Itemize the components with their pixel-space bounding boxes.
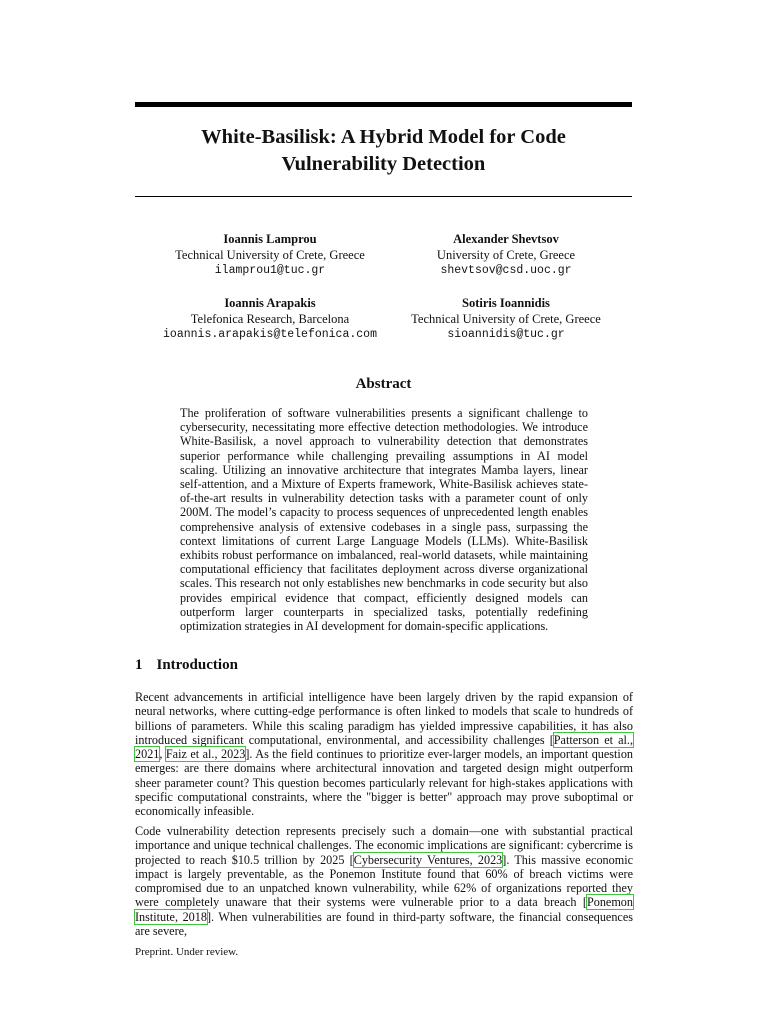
section-number: 1 — [135, 657, 143, 673]
paragraph-text: Recent advancements in artificial intelligence have been largely driven by the rapid expansion of neural networks, where cutting-edge performance is often linked to models that scale to hundreds of billions of parameters. While this scaling paradigm has yielded impressive capabilities, it has also introduced significant computational, environmental, and accessibility challenges [ — [135, 690, 633, 747]
intro-paragraph-1 — [135, 690, 633, 819]
author-block — [376, 232, 636, 279]
paragraph-text: ]. When vulnerabilities are found in third-party software, the financial consequences are severe, — [135, 909, 633, 939]
author-email[interactable]: shevtsov@csd.uoc.gr — [440, 264, 572, 277]
author-name: Ioannis Lamprou — [223, 232, 317, 246]
author-affiliation: Telefonica Research, Barcelona — [190, 311, 350, 326]
citation-link[interactable]: Patterson et al., 2021 — [135, 732, 633, 762]
author-block — [140, 232, 400, 279]
author-block — [140, 296, 400, 343]
citation-link[interactable]: Faiz et al., 2023 — [165, 747, 246, 762]
abstract-heading: Abstract — [355, 376, 412, 392]
title-line-1: White-Basilisk: A Hybrid Model for Code — [201, 126, 566, 148]
author-email[interactable]: sioannidis@tuc.gr — [447, 328, 565, 341]
citation-link[interactable]: Cybersecurity Ventures, 2023 — [353, 852, 503, 867]
paragraph-text: ]. As the field continues to prioritize ever-larger models, an important question emerges: are there domains where architectural innovation and targeted design might outperform sheer parameter count? This question becomes particularly relevant for high-stakes applications with specific computational constraints, where the "bigger is better" approach may prove suboptimal or economically infeasible. — [135, 747, 634, 819]
author-name: Alexander Shevtsov — [453, 232, 559, 246]
paper-title — [135, 124, 632, 178]
section-heading — [135, 657, 238, 674]
section-title: Introduction — [156, 657, 238, 673]
intro-paragraph-2 — [135, 824, 633, 938]
paragraph-text: Code vulnerability detection represents precisely such a domain—one with substantial practical importance and unique technical challenges. The economic implications are significant: cybercrime is projected to reach $10.5 trillion by 2025 [ — [135, 824, 633, 867]
author-affiliation: Technical University of Crete, Greece — [175, 247, 365, 262]
title-top-rule — [135, 102, 632, 107]
title-line-2: Vulnerability Detection — [281, 153, 486, 175]
author-affiliation: University of Crete, Greece — [436, 247, 576, 262]
author-affiliation: Technical University of Crete, Greece — [411, 311, 601, 326]
preprint-footer: Preprint. Under review. — [135, 946, 239, 958]
abstract-text: The proliferation of software vulnerabilities presents a significant challenge to cybersecurity, necessitating more effective detection methodologies. We introduce White-Basilisk, a novel approach to vulnerability detection that demonstrates superior performance while challenging prevailing assumptions in AI model scaling. Utilizing an innovative architecture that integrates Mamba layers, linear self-attention, and a Mixture of Experts framework, White-Basilisk achieves state-of-the-art results in vulnerability detection tasks with a parameter count of only 200M. The model’s capacity to process sequences of unprecedented length enables comprehensive analysis of extensive codebases in a single pass, surpassing the context limitations of current Large Language Models (LLMs). White-Basilisk exhibits robust performance on imbalanced, real-world datasets, while maintaining computational efficiency that facilitates deployment across diverse organizational scales. This research not only establishes new benchmarks in code security but also provides empirical evidence that compact, efficiently designed models can outperform larger counterparts in specialized tasks, potentially redefining optimization strategies in AI development for domain-specific applications. — [180, 406, 588, 634]
paragraph-text: , — [159, 747, 166, 762]
author-email[interactable]: ilamprou1@tuc.gr — [214, 264, 326, 277]
author-block — [376, 296, 636, 343]
citation-link[interactable]: Ponemon Institute, 2018 — [135, 895, 633, 924]
author-name: Ioannis Arapakis — [224, 296, 316, 310]
author-name: Sotiris Ioannidis — [462, 296, 550, 310]
title-bottom-rule — [135, 196, 632, 197]
paragraph-text: ]. This massive economic impact is largely preventable, as the Ponemon Institute found that 60% of breach victims were compromised due to an unpatched known vulnerability, while 62% of organizations reported they were completely unaware that their systems were vulnerable prior to a data breach [ — [135, 852, 633, 910]
author-email[interactable]: ioannis.arapakis@telefonica.com — [163, 328, 377, 341]
